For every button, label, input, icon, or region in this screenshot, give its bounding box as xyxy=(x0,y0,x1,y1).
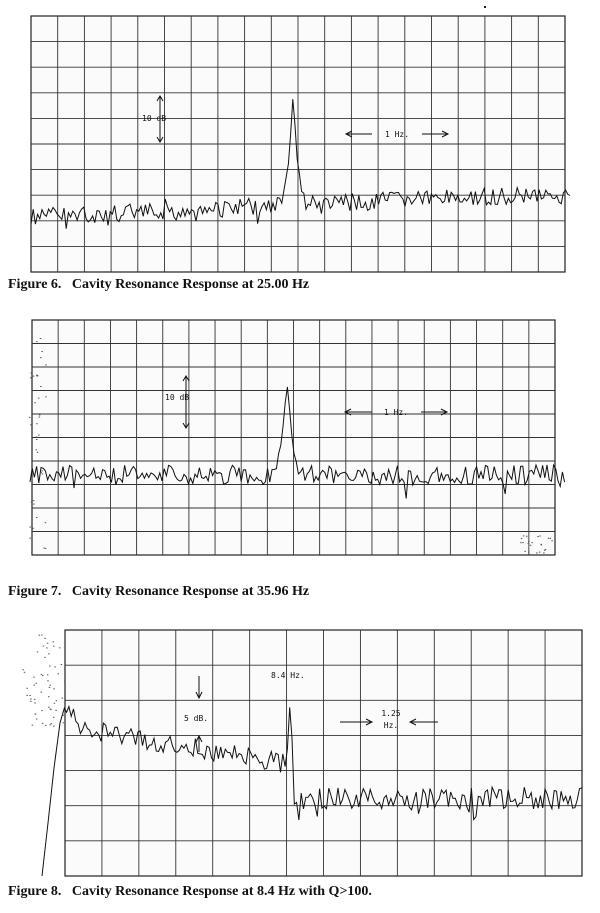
fig7-speck xyxy=(36,341,38,342)
fig8-speck xyxy=(48,707,50,708)
fig8-speck xyxy=(54,703,56,704)
fig7-speck xyxy=(41,351,43,352)
fig8-speck xyxy=(55,710,57,711)
fig8-speck xyxy=(43,646,45,647)
fig8-speck xyxy=(49,666,51,667)
figure-6 xyxy=(0,0,600,300)
figure-7 xyxy=(0,310,600,610)
fig8-speck xyxy=(30,701,32,702)
fig8-speck xyxy=(44,657,46,658)
fig7-speck xyxy=(31,552,33,553)
fig7-speck xyxy=(45,548,47,549)
fig7-speck xyxy=(550,538,552,539)
fig8-speck xyxy=(47,680,49,681)
fig7-speck xyxy=(36,437,38,438)
fig7-speck xyxy=(29,417,31,418)
fig8-speck xyxy=(56,700,58,701)
fig6-span-label: 1 Hz. xyxy=(384,130,410,139)
fig7-speck xyxy=(33,500,35,501)
fig8-speck xyxy=(54,666,56,667)
fig7-speck xyxy=(523,555,525,556)
fig7-span-label: 1 Hz. xyxy=(383,408,409,417)
fig8-scale-label: 5 dB. xyxy=(184,714,209,723)
fig7-speck xyxy=(38,435,40,436)
fig8-speck xyxy=(33,685,35,686)
fig8-speck xyxy=(42,723,44,724)
fig8-speck xyxy=(59,647,61,648)
fig7-speck xyxy=(30,377,32,378)
fig7-speck xyxy=(29,527,31,528)
fig8-speck xyxy=(49,724,51,725)
fig8-speck xyxy=(42,675,44,676)
fig8-speck xyxy=(26,688,28,689)
fig8-speck xyxy=(50,709,52,710)
fig7-speck xyxy=(43,548,45,549)
fig7-speck xyxy=(539,535,541,536)
figure-7-plot xyxy=(0,310,600,575)
fig8-speck xyxy=(49,687,51,688)
fig7-speck xyxy=(539,552,541,553)
fig7-speck xyxy=(31,502,33,503)
fig7-speck xyxy=(33,376,35,377)
fig8-span-label-2: Hz. xyxy=(383,721,399,730)
fig8-speck xyxy=(62,698,64,699)
fig7-speck xyxy=(40,386,42,387)
fig7-speck xyxy=(40,357,42,358)
fig7-speck xyxy=(520,542,522,543)
fig8-speck xyxy=(47,674,49,675)
fig7-speck xyxy=(32,528,34,529)
fig8-speck xyxy=(57,673,59,674)
fig8-speck xyxy=(51,723,53,724)
fig8-speck xyxy=(64,669,66,670)
fig7-speck xyxy=(45,396,47,397)
fig7-speck xyxy=(530,545,532,546)
fig8-speck xyxy=(62,714,64,715)
fig8-speck xyxy=(24,672,26,673)
fig7-speck xyxy=(34,402,36,403)
fig7-speck xyxy=(545,549,547,550)
fig8-speck xyxy=(36,719,38,720)
fig8-speck xyxy=(47,643,49,644)
fig8-speck xyxy=(30,698,32,699)
fig8-speck xyxy=(41,710,43,711)
fig8-speck xyxy=(34,702,36,703)
fig7-speck xyxy=(29,538,31,539)
fig7-speck xyxy=(528,552,530,553)
fig8-speck xyxy=(48,696,50,697)
fig7-speck xyxy=(528,541,530,542)
fig7-speck xyxy=(30,373,32,374)
fig7-speck xyxy=(537,536,539,537)
fig8-speck xyxy=(53,646,55,647)
fig7-speck xyxy=(551,540,553,541)
fig6-scale-label: 10 dB xyxy=(142,114,167,123)
figure-7-caption: Figure 7. Cavity Resonance Response at 35.96 Hz xyxy=(8,584,310,599)
fig8-speck xyxy=(34,699,36,700)
fig8-speck xyxy=(64,681,66,682)
fig8-speck xyxy=(45,725,47,726)
fig8-speck xyxy=(35,714,37,715)
fig7-speck xyxy=(42,473,44,474)
fig7-speck xyxy=(36,375,38,376)
fig7-speck xyxy=(522,542,524,543)
fig7-speck xyxy=(36,439,38,440)
figure-6-plot xyxy=(0,0,600,275)
figure-8-plot xyxy=(0,618,600,880)
fig7-speck xyxy=(33,504,35,505)
fig8-speck xyxy=(53,688,55,689)
fig8-speck xyxy=(29,695,31,696)
fig8-speck xyxy=(37,651,39,652)
fig8-span-label-1: 1.25 xyxy=(381,709,401,718)
fig8-speck xyxy=(61,664,63,665)
fig8-speck xyxy=(49,685,51,686)
fig7-speck xyxy=(41,470,43,471)
fig8-speck xyxy=(48,653,50,654)
fig7-speck xyxy=(45,364,47,365)
fig7-speck xyxy=(526,536,528,537)
fig8-speck xyxy=(53,717,55,718)
fig8-speck xyxy=(39,635,41,636)
fig8-speck xyxy=(26,695,28,696)
fig8-speck xyxy=(44,638,46,639)
fig6-speck xyxy=(484,6,486,8)
figure-6-caption: Figure 6. Cavity Resonance Response at 25.00 Hz xyxy=(8,277,310,292)
fig7-speck xyxy=(548,538,550,539)
fig8-speck xyxy=(41,674,43,675)
fig7-speck xyxy=(524,551,526,552)
fig7-speck xyxy=(36,517,38,518)
fig7-speck xyxy=(45,522,47,523)
fig8-speck xyxy=(41,692,43,693)
fig7-speck xyxy=(529,554,531,555)
fig7-speck xyxy=(30,424,32,425)
fig8-peak-label: 8.4 Hz. xyxy=(271,671,305,680)
fig8-speck xyxy=(53,641,55,642)
fig7-speck xyxy=(39,417,41,418)
fig7-speck xyxy=(528,543,530,544)
fig8-speck xyxy=(53,726,55,727)
fig7-speck xyxy=(40,472,42,473)
fig7-speck xyxy=(31,332,33,333)
fig7-speck xyxy=(543,552,545,553)
fig7-speck xyxy=(39,414,41,415)
fig7-scale-label: 10 dB xyxy=(165,393,190,402)
fig7-speck xyxy=(40,338,42,339)
fig8-speck xyxy=(36,683,38,684)
fig7-speck xyxy=(536,552,538,553)
fig8-speck xyxy=(46,647,48,648)
fig8-speck xyxy=(33,677,35,678)
figure-8-caption: Figure 8. Cavity Resonance Response at 8.4 Hz with Q>100. xyxy=(8,884,372,899)
fig7-speck xyxy=(531,542,533,543)
fig7-speck xyxy=(36,449,38,450)
fig7-speck xyxy=(37,452,39,453)
fig7-speck xyxy=(523,535,525,536)
fig8-speck xyxy=(23,669,25,670)
fig7-speck xyxy=(38,398,40,399)
fig7-speck xyxy=(521,538,523,539)
fig7-speck xyxy=(541,544,543,545)
fig8-speck xyxy=(63,722,64,723)
fig8-speck xyxy=(32,725,34,726)
fig8-speck xyxy=(41,634,43,635)
fig7-speck xyxy=(36,423,38,424)
figure-8 xyxy=(0,618,600,913)
